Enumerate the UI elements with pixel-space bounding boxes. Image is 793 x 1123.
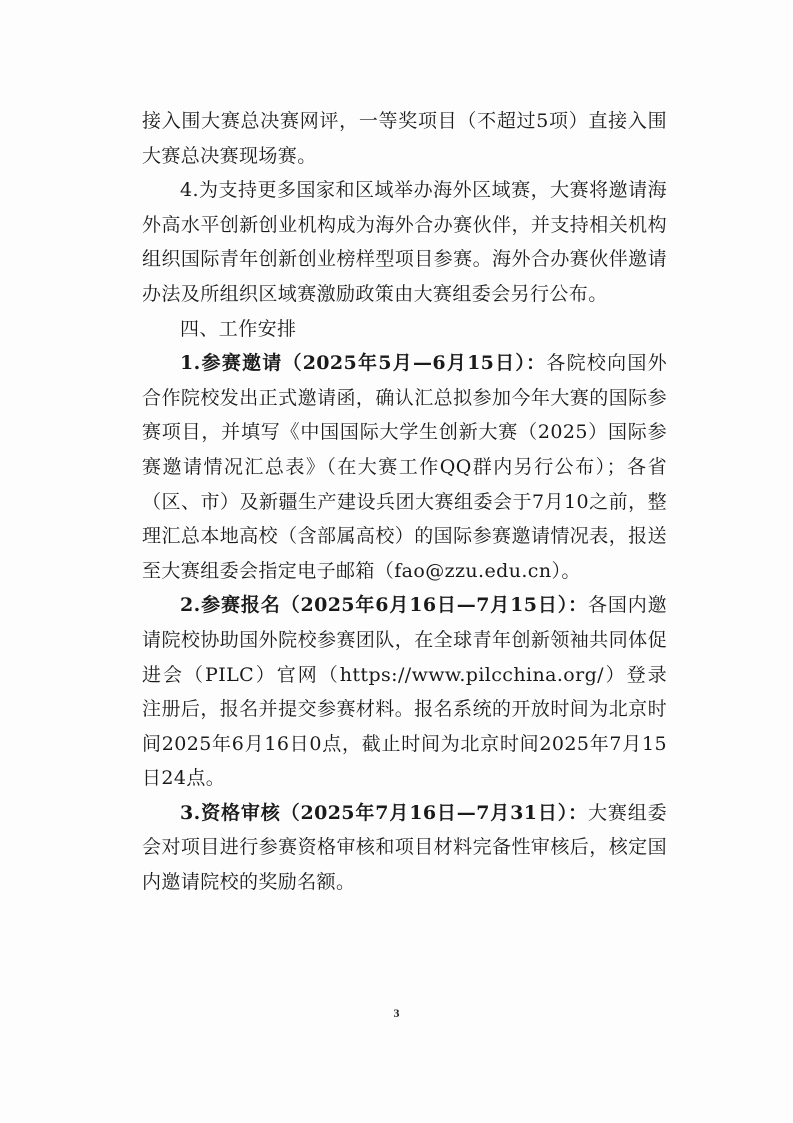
paragraph-qualification-review-body: 大赛组委会对项目进行参赛资格审核和项目材料完备性审核后，核定国内邀请院校的奖励名额。: [142, 801, 667, 894]
section-heading-work-arrangement: 四、工作安排: [180, 317, 297, 340]
paragraph-registration-heading: 2.参赛报名（2025年6月16日—7月15日）：: [180, 594, 588, 617]
paragraph-invitation: [142, 346, 667, 588]
paragraph-invitation-body: 各院校向国外合作院校发出正式邀请函，确认汇总拟参加今年大赛的国际参赛项目，并填写《中国国际大学生创新大赛（2025）国际参赛邀请情况汇总表》（在大赛工作QQ群内另行公布）；各省（区、市）及新疆生产建设兵团大赛组委会于7月10之前，整理汇总本地高校（含部属高校）的国际参赛邀请情况表，报送至大赛组委会指定电子邮箱（fao@zzu.edu.cn）。: [142, 352, 667, 582]
page-number: 3: [393, 1006, 400, 1020]
paragraph-continuation: 接入围大赛总决赛网评，一等奖项目（不超过5项）直接入围大赛总决赛现场赛。: [142, 110, 667, 167]
paragraph-registration: [142, 588, 667, 796]
document-body: [142, 104, 667, 900]
paragraph-registration-body: 各国内邀请院校协助国外院校参赛团队，在全球青年创新领袖共同体促进会（PILC）官网（https://www.pilcchina.org/）登录注册后，报名并提交参赛材料。报名系统的开放时间为北京时间2025年6月16日0点，截止时间为北京时间2025年7月15日24点。: [142, 594, 667, 790]
paragraph-overseas-partners: 4.为支持更多国家和区域举办海外区域赛，大赛将邀请海外高水平创新创业机构成为海外合办赛伙伴，并支持相关机构组织国际青年创新创业榜样型项目参赛。海外合办赛伙伴邀请办法及所组织区域赛激励政策由大赛组委会另行公布。: [142, 179, 667, 305]
paragraph-invitation-heading: 1.参赛邀请（2025年5月—6月15日）：: [180, 352, 547, 375]
paragraph-qualification-review: [142, 796, 667, 900]
paragraph-qualification-review-heading: 3.资格审核（2025年7月16日—7月31日）：: [180, 801, 588, 824]
